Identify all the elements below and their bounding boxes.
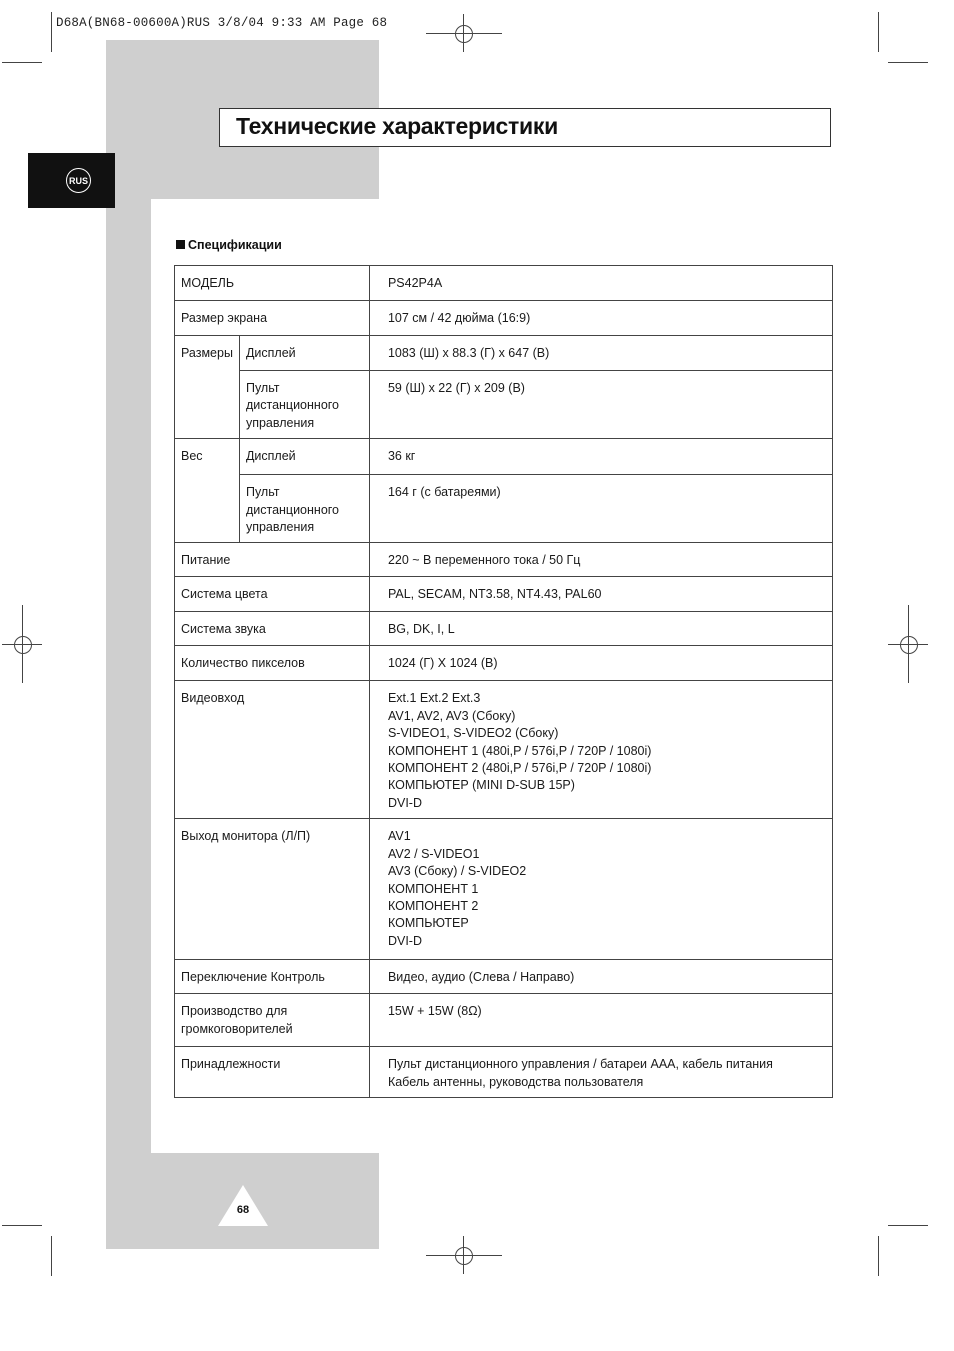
spec-label-line: Система цвета <box>181 587 268 602</box>
spec-value <box>369 1047 832 1098</box>
table-row <box>175 439 833 475</box>
spec-value-line: КОМПОНЕНТ 1 (480i,P / 576i,P / 720P / 1080i) <box>387 743 652 758</box>
table-row <box>175 336 833 371</box>
spec-label <box>175 612 370 646</box>
spec-value-line: КОМПОНЕНТ 2 (480i,P / 576i,P / 720P / 1080i) <box>387 761 652 776</box>
spec-label <box>175 646 370 681</box>
table-row <box>175 266 833 301</box>
spec-value-line: 59 (Ш) x 22 (Г) x 209 (В) <box>387 381 525 395</box>
spec-value <box>369 819 832 960</box>
page-title: Технические характеристики <box>236 113 558 139</box>
spec-label <box>175 994 370 1047</box>
spec-label <box>175 336 240 439</box>
table-row <box>175 371 833 439</box>
table-row <box>175 577 833 612</box>
spec-label-line: Выход монитора (Л/П) <box>181 829 311 844</box>
spec-label-line: Система звука <box>181 622 266 637</box>
table-row <box>175 543 833 577</box>
spec-value-line: 107 см / 42 дюйма (16:9) <box>387 311 531 325</box>
spec-value-line: Кабель антенны, руководства пользователя <box>387 1074 644 1089</box>
spec-value-line: КОМПОНЕНТ 1 <box>387 881 479 896</box>
spec-value <box>369 612 832 646</box>
spec-sublabel <box>239 475 369 543</box>
square-bullet-icon <box>176 240 185 249</box>
spec-label <box>175 819 370 960</box>
spec-value-line: КОМПОНЕНТ 2 <box>387 898 479 913</box>
spec-sublabel-line: Пульт дистанционного <box>245 485 340 517</box>
spec-value <box>369 646 832 681</box>
table-row <box>175 612 833 646</box>
spec-value-line: 220 ~ В переменного тока / 50 Гц <box>387 553 581 568</box>
spec-label <box>175 577 370 612</box>
table-row <box>175 301 833 336</box>
spec-value-line: BG, DK, I, L <box>387 622 455 637</box>
spec-value-line: AV1 <box>387 829 411 844</box>
spec-label <box>175 960 370 994</box>
table-row <box>175 994 833 1047</box>
spec-sublabel <box>239 371 369 439</box>
spec-value-line: 15W + 15W (8Ω) <box>387 1004 482 1019</box>
spec-value <box>369 960 832 994</box>
spec-value-line: DVI-D <box>387 933 422 948</box>
spec-label-line: громкоговорителей <box>181 1021 293 1036</box>
spec-value-line: DVI-D <box>387 795 422 810</box>
spec-label-line: Размер экрана <box>181 311 268 325</box>
spec-value-line: 1083 (Ш) x 88.3 (Г) x 647 (В) <box>387 346 550 360</box>
spec-value <box>369 475 832 543</box>
spec-value <box>369 336 832 371</box>
spec-label <box>175 301 370 336</box>
spec-value-line: Ext.1 Ext.2 Ext.3 <box>387 691 481 706</box>
table-row <box>175 819 833 960</box>
spec-value <box>369 994 832 1047</box>
table-row <box>175 646 833 681</box>
table-row <box>175 681 833 819</box>
spec-sublabel-line: управления <box>245 520 315 535</box>
spec-sublabel-line: Дисплей <box>245 449 296 464</box>
spec-value-line: КОМПЬЮТЕР <box>387 916 469 931</box>
spec-sublabel-line: Дисплей <box>245 346 296 360</box>
spec-value-line: PAL, SECAM, NT3.58, NT4.43, PAL60 <box>387 587 602 602</box>
spec-sublabel-line: Пульт дистанционного <box>245 381 340 413</box>
spec-label <box>175 266 370 301</box>
table-row <box>175 475 833 543</box>
spec-label-line: МОДЕЛЬ <box>181 276 235 290</box>
spec-table <box>174 265 833 1098</box>
spec-value <box>369 577 832 612</box>
spec-value <box>369 681 832 819</box>
print-header: D68A(BN68-00600A)RUS 3/8/04 9:33 AM Page 68 <box>56 16 388 30</box>
grey-band-left <box>106 199 151 1153</box>
spec-label <box>175 681 370 819</box>
spec-value-line: 1024 (Г) X 1024 (В) <box>387 656 498 671</box>
spec-label-line: Производство для <box>181 1004 288 1019</box>
language-badge: RUS <box>66 168 91 193</box>
spec-value-line: 36 кг <box>387 449 416 464</box>
spec-label <box>175 1047 370 1098</box>
spec-value-line: Пульт дистанционного управления / батареи AAA, кабель питания <box>387 1057 773 1072</box>
spec-value <box>369 371 832 439</box>
section-heading <box>176 238 282 252</box>
spec-sublabel-line: управления <box>245 415 315 430</box>
spec-value-line: PS42P4A <box>387 276 443 290</box>
spec-value <box>369 439 832 475</box>
spec-value-line: AV2 / S-VIDEO1 <box>387 846 480 861</box>
spec-label-line: Вес <box>181 449 203 464</box>
page-number: 68 <box>236 1204 250 1216</box>
spec-label-line: Переключение Контроль <box>181 970 325 985</box>
spec-value-line: Видео, аудио (Слева / Направо) <box>387 970 575 985</box>
section-heading-text: Спецификации <box>188 238 282 252</box>
spec-value <box>369 543 832 577</box>
spec-value-line: S-VIDEO1, S-VIDEO2 (Сбоку) <box>387 726 559 741</box>
spec-label-line: Видеовход <box>181 691 245 706</box>
spec-label-line: Принадлежности <box>181 1057 281 1072</box>
table-row <box>175 960 833 994</box>
spec-sublabel <box>239 439 369 475</box>
spec-value-line: AV1, AV2, AV3 (Сбоку) <box>387 708 516 723</box>
spec-label-line: Размеры <box>181 346 233 360</box>
spec-value <box>369 266 832 301</box>
table-row <box>175 1047 833 1098</box>
spec-value <box>369 301 832 336</box>
spec-value-line: 164 г (с батареями) <box>387 485 501 500</box>
spec-value-line: AV3 (Сбоку) / S-VIDEO2 <box>387 864 527 879</box>
spec-label-line: Питание <box>181 553 231 568</box>
spec-label <box>175 543 370 577</box>
spec-label-line: Количество пикселов <box>181 656 305 671</box>
spec-sublabel <box>239 336 369 371</box>
spec-value-line: КОМПЬЮТЕР (MINI D-SUB 15P) <box>387 778 575 793</box>
spec-label <box>175 439 240 543</box>
